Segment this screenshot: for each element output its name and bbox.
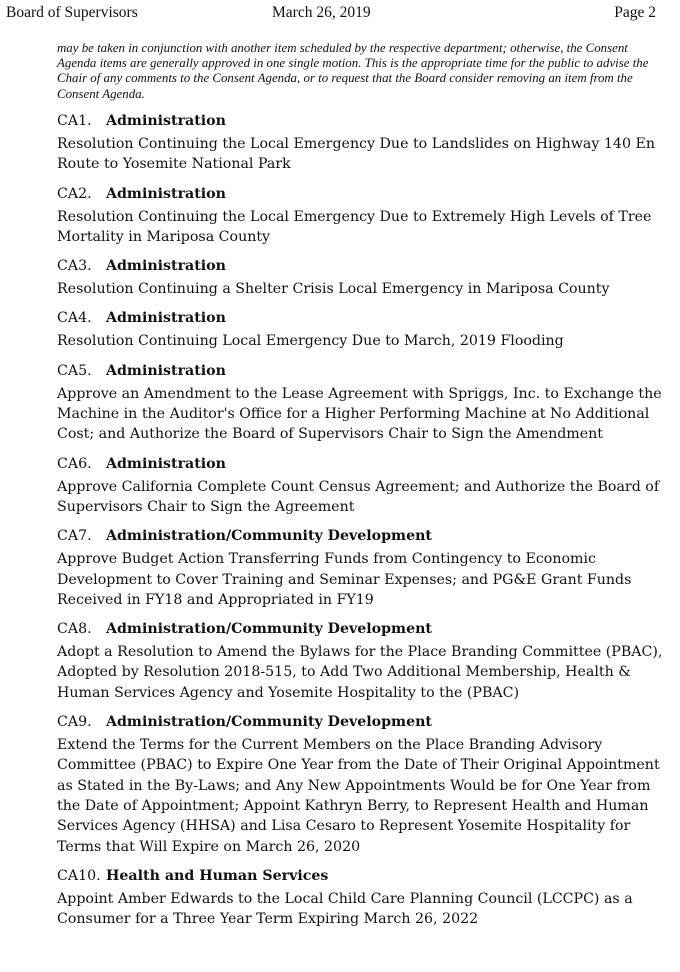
agenda-item-number: CA5. xyxy=(57,362,92,379)
agenda-item-description: Appoint Amber Edwards to the Local Child Care Planning Council (LCCPC) as a Consumer for a Three Year Term Expiring March 26, 2022 xyxy=(57,890,633,928)
agenda-item xyxy=(57,183,669,248)
agenda-item-description: Resolution Continuing Local Emergency Due to March, 2019 Flooding xyxy=(57,333,564,350)
agenda-item xyxy=(57,360,669,445)
agenda-item-department: Administration/Community Development xyxy=(106,621,432,638)
agenda-item-heading xyxy=(57,307,669,329)
agenda-item-department: Administration/Community Development xyxy=(106,714,432,731)
agenda-item-heading xyxy=(57,110,669,132)
header-page-number: Page 2 xyxy=(614,4,656,21)
agenda-item-heading xyxy=(57,255,669,277)
agenda-item-heading xyxy=(57,183,669,205)
agenda-item-description: Extend the Terms for the Current Members on the Place Branding Advisory Committee (PBAC) to Expire One Year from the Date of Their Original Appointment as Stated in the By-Laws; and Any New Appointments Would be for One Year from the Date of Appointment; Appoint Kathryn Berry, to Represent Health and Human Services Agency (HHSA) and Lisa Cesaro to Represent Yosemite Hospitality for Terms that Will Expire on March 26, 2020 xyxy=(57,737,660,855)
agenda-item xyxy=(57,307,669,351)
agenda-item-number: CA7. xyxy=(57,528,92,545)
agenda-item-department: Administration xyxy=(106,362,226,379)
agenda-item xyxy=(57,255,669,299)
agenda-item-department: Health and Human Services xyxy=(106,867,329,884)
agenda-item-description: Resolution Continuing the Local Emergency Due to Landslides on Highway 140 En Route to Yosemite National Park xyxy=(57,136,655,173)
agenda-item xyxy=(57,525,669,610)
agenda-item-department: Administration xyxy=(106,185,226,202)
header-meeting-date: March 26, 2019 xyxy=(272,4,371,21)
agenda-item-number: CA6. xyxy=(57,455,92,472)
agenda-item xyxy=(57,865,669,930)
consent-agenda-list xyxy=(57,110,669,937)
consent-agenda-intro: may be taken in conjunction with another item scheduled by the respective department; otherwise, the Consent Agenda items are generally approved in one single motion. This is the appropriate time for the public to advise the Chair of any comments to the Consent Agenda, or to request that the Board consider removing an item from the Consent Agenda. xyxy=(57,41,649,101)
agenda-item-number: CA1. xyxy=(57,113,92,129)
agenda-item-heading xyxy=(57,711,669,733)
agenda-item xyxy=(57,711,669,857)
agenda-item-description: Approve Budget Action Transferring Funds from Contingency to Economic Development to Cover Training and Seminar Expenses; and PG&E Grant Funds Received in FY18 and Appropriated in FY19 xyxy=(57,551,632,608)
agenda-item-heading xyxy=(57,453,669,475)
agenda-item-heading xyxy=(57,525,669,547)
agenda-item-number: CA8. xyxy=(57,621,92,638)
agenda-item-department: Administration xyxy=(106,310,226,327)
agenda-item-heading xyxy=(57,618,669,640)
agenda-item-number: CA10. xyxy=(57,867,101,884)
agenda-item-department: Administration/Community Development xyxy=(106,528,432,545)
agenda-item-number: CA9. xyxy=(57,714,92,731)
agenda-item-description: Resolution Continuing a Shelter Crisis Local Emergency in Mariposa County xyxy=(57,281,610,298)
agenda-item-description: Resolution Continuing the Local Emergency Due to Extremely High Levels of Tree Mortality in Mariposa County xyxy=(57,208,652,245)
agenda-item-heading xyxy=(57,360,669,382)
agenda-item-number: CA3. xyxy=(57,258,92,275)
page-header xyxy=(6,4,656,24)
agenda-item-description: Approve an Amendment to the Lease Agreement with Spriggs, Inc. to Exchange the Machine in the Auditor's Office for a Higher Performing Machine at No Additional Cost; and Authorize the Board of Supervisors Chair to Sign the Amendment xyxy=(57,385,662,443)
agenda-item-department: Administration xyxy=(106,258,226,275)
agenda-item xyxy=(57,453,669,518)
header-board-title: Board of Supervisors xyxy=(6,4,138,21)
agenda-item xyxy=(57,110,669,175)
agenda-item xyxy=(57,618,669,703)
agenda-item-department: Administration xyxy=(106,455,226,472)
agenda-item-description: Approve California Complete Count Census Agreement; and Authorize the Board of Supervisors Chair to Sign the Agreement xyxy=(57,478,660,515)
agenda-item-number: CA2. xyxy=(57,185,92,202)
agenda-item-number: CA4. xyxy=(57,310,92,327)
agenda-item-department: Administration xyxy=(106,113,226,129)
agenda-item-description: Adopt a Resolution to Amend the Bylaws for the Place Branding Committee (PBAC), Adopted by Resolution 2018-515, to Add Two Additional Membership, Health & Human Services Agency and Yosemite Hospitality to the (PBAC) xyxy=(57,644,663,701)
agenda-item-heading xyxy=(57,865,669,887)
